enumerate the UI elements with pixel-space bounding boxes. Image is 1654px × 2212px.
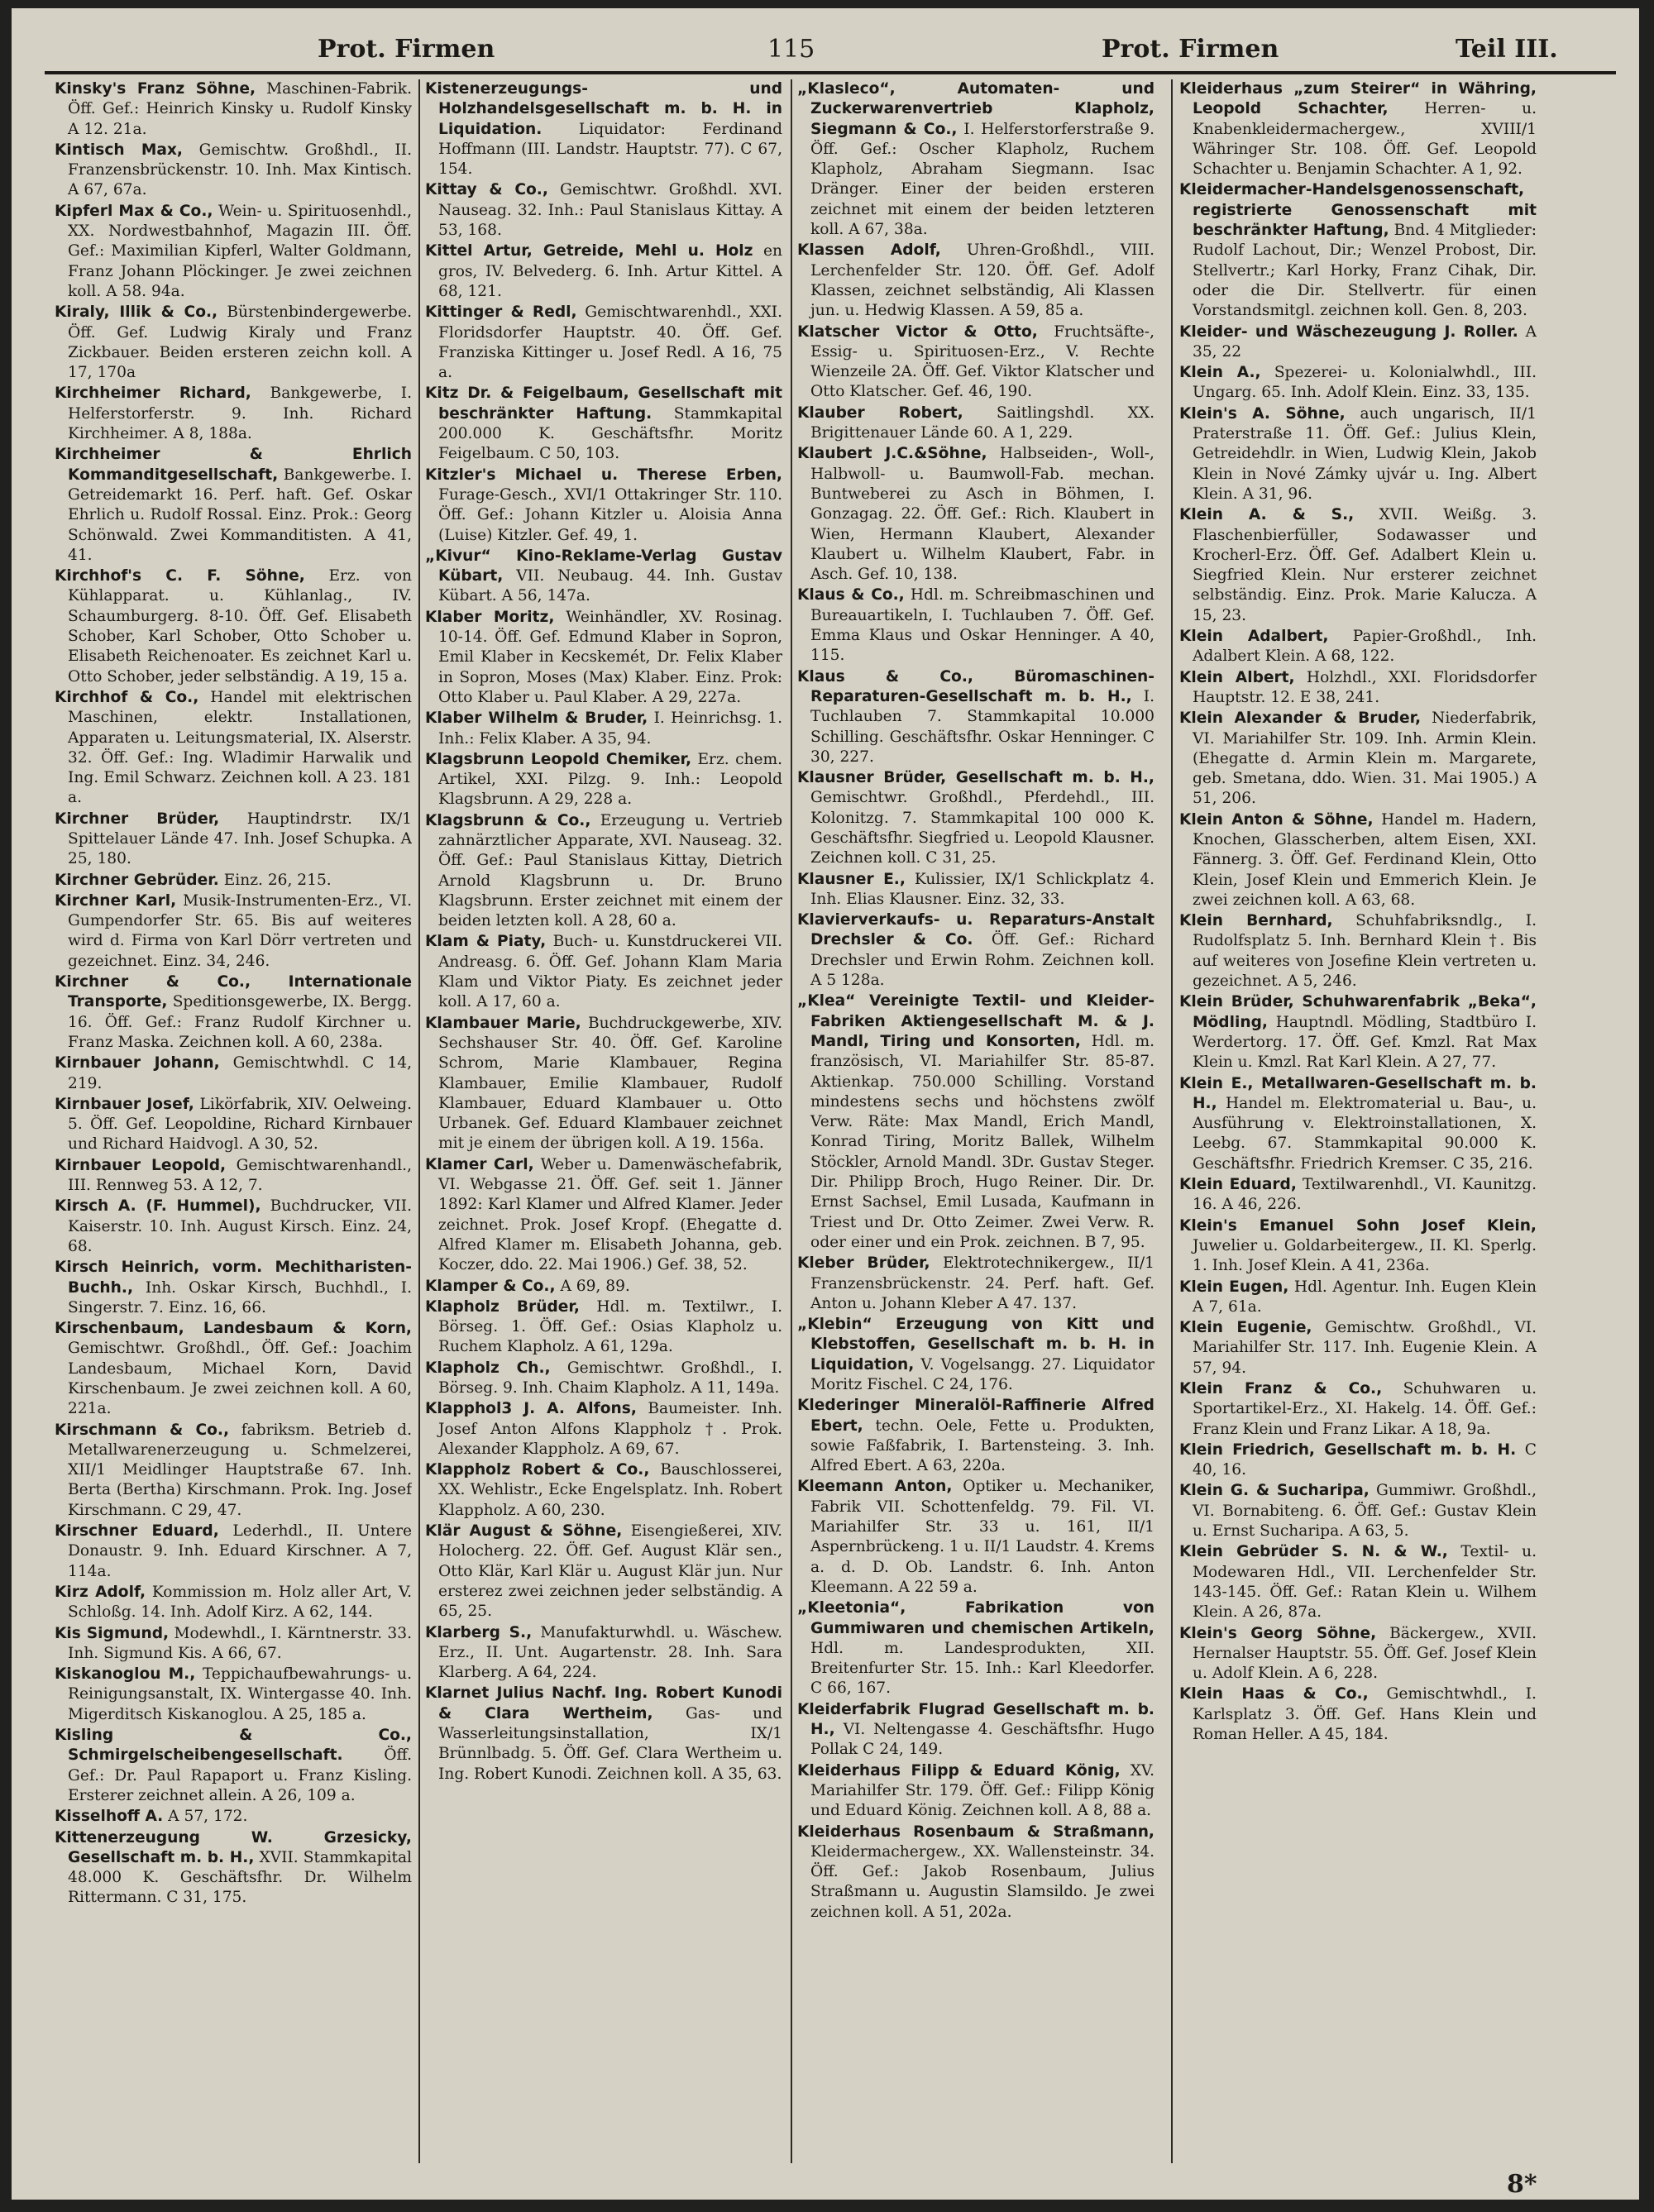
directory-entry — [55, 1258, 412, 1318]
directory-entry — [1179, 627, 1537, 667]
firm-name: Kirsch Heinrich, vorm. Mechitharisten-Buchh., — [55, 1259, 412, 1297]
firm-name: Kleidermacher-Handelsgenossenschaft, registrierte Genossenschaft mit beschränkter Haftung, — [1179, 181, 1537, 240]
entry-details: fabriksm. Betrieb d. Metallwarenerzeugung u. Schmelzerei, XII/1 Meidlinger Hauptstraße 67. Inh. Berta (Bertha) Kirschmann. Prok. Ing. Josef Kirschmann. C 29, 47. — [68, 1421, 412, 1519]
directory-entry — [1179, 1216, 1537, 1277]
firm-name: Klederinger Mineralöl-Raffinerie Alfred Ebert, — [797, 1397, 1154, 1435]
directory-entry — [425, 1359, 782, 1399]
directory-entry — [797, 1700, 1154, 1761]
firm-name: Klappholz Robert & Co., — [425, 1461, 650, 1479]
entry-details: VII. Neubaug. 44. Inh. Gustav Kübart. A 56, 147a. — [438, 567, 782, 605]
firm-name: Kleemann Anton, — [797, 1478, 953, 1496]
directory-entry — [55, 688, 412, 809]
firm-name: Klaber Moritz, — [425, 608, 555, 626]
entry-details: Buchdrucker, VII. Kaiserstr. 10. Inh. August Kirsch. Einz. 24, 68. — [68, 1197, 412, 1255]
directory-entry — [425, 709, 782, 749]
entry-details: Buchdruckgewerbe, XIV. Sechshauser Str. 40. Öff. Gef. Karoline Schrom, Marie Klambauer, Regina Klambauer, Emilie Klambauer, Rudolf Klambauer, Eduard Klambauer u. Otto Urbanek. Gef. Eduard Klambauer zeichnet mit je einem der übrigen koll. A 19. 156a. — [438, 1014, 782, 1153]
entry-details: Niederfabrik, VI. Mariahilfer Str. 109. Inh. Armin Klein. (Ehegatte d. Armin Klein m. Margarete, geb. Smetana, ddo. Wien. 31. Mai 1905.) A 51, 206. — [1193, 709, 1537, 808]
firm-name: Klam & Piaty, — [425, 933, 547, 951]
entry-details: A 57, 172. — [168, 1808, 248, 1826]
entry-details: XVII. Stammkapital 48.000 K. Geschäftsfhr. Dr. Wilhelm Rittermann. C 31, 175. — [68, 1848, 412, 1907]
directory-entry — [797, 404, 1154, 444]
entry-details: Spezerei- u. Kolonialwhdl., III. Ungarg. 65. Inh. Adolf Klein. Einz. 33, 135. — [1193, 364, 1537, 402]
entry-details: Handel mit elektrischen Maschinen, elektr. Installationen, Apparaten u. Leitungsmaterial, IX. Alserstr. 32. Öff. Gef.: Ing. Wladimir Harwalik und Ing. Emil Schwarz. Zeichnen koll. A 23. 181 a. — [68, 688, 412, 807]
directory-entry — [425, 547, 782, 607]
entry-details: Fruchtsäfte-, Essig- u. Spirituosen-Erz., V. Rechte Wienzeile 2A. Öff. Gef. Viktor Klatscher und Otto Klatscher. Gef. 46, 190. — [810, 322, 1154, 401]
firm-name: Klauber Robert, — [797, 404, 963, 422]
directory-entry — [425, 79, 782, 179]
directory-entry — [425, 241, 782, 302]
entry-details: Gemischtwhdl. C 14, 219. — [68, 1054, 412, 1092]
entry-details: Papier-Großhdl., Inh. Adalbert Klein. A 68, 122. — [1193, 628, 1537, 666]
firm-name: Klein Haas & Co., — [1179, 1685, 1369, 1703]
entry-details: Hdl. m. Landesprodukten, XII. Breitenfurter Str. 15. Inh.: Karl Kleedorfer. C 66, 167. — [810, 1639, 1154, 1698]
entry-details: Bauschlosserei, XX. Wehlistr., Ecke Engelsplatz. Inh. Robert Klappholz. A 60, 230. — [438, 1461, 782, 1519]
firm-name: Klaus & Co., — [797, 586, 905, 604]
directory-entry — [425, 1155, 782, 1276]
entry-details: Schuhfabriksndlg., I. Rudolfsplatz 5. Inh. Bernhard Klein †. Bis auf weiteres von Josefine Klein vertreten u. gezeichnet. A 5, 246. — [1193, 912, 1537, 991]
directory-entry — [425, 932, 782, 1012]
firm-name: Klein Friedrich, Gesellschaft m. b. H. — [1179, 1440, 1517, 1459]
directory-entry — [1179, 1379, 1537, 1440]
directory-entry — [1179, 1684, 1537, 1745]
entry-details: Einz. 26, 215. — [223, 871, 332, 889]
entry-details: Holzhdl., XXI. Floridsdorfer Hauptstr. 12. E 38, 241. — [1193, 668, 1537, 706]
directory-entry — [797, 1823, 1154, 1923]
firm-name: Klein Brüder, Schuhwarenfabrik „Beka“, Mödling, — [1179, 993, 1537, 1031]
firm-name: Klapholz Ch., — [425, 1359, 551, 1377]
directory-entry — [425, 1684, 782, 1784]
entry-details: XVII. Weißg. 3. Flaschenbierfüller, Sodawasser und Krocherl-Erz. Öff. Gef. Adalbert Klein u. Siegfried Klein. Nur ersterer zeichnet selbständig. Einz. Prok. Marie Kalucza. A 15, 23. — [1193, 506, 1537, 624]
directory-entry — [797, 1315, 1154, 1395]
entry-details: I. Heinrichsg. 1. Inh.: Felix Klaber. A 35, 94. — [438, 709, 782, 748]
directory-entry — [797, 322, 1154, 403]
firm-name: Klein Franz & Co., — [1179, 1380, 1383, 1397]
firm-name: Klambauer Marie, — [425, 1014, 581, 1032]
column-3 — [797, 79, 1154, 2163]
firm-name: Kleiderhaus Rosenbaum & Straßmann, — [797, 1823, 1154, 1841]
entry-details: Handel m. Elektromaterial u. Bau-, u. Ausführung v. Elektroinstallationen, X. Leebg. 67. Stammkapital 90.000 K. Geschäftsfhr. Friedrich Kremser. C 35, 216. — [1193, 1094, 1537, 1173]
entry-details: Bnd. 4 Mitglieder: Rudolf Lachout, Dir.; Wenzel Probost, Dir. Stellvertr.; Karl Horky, Franz Cihak, Dir. oder die Dir. Stellvertr. für einen Vorstandsmitgl. zeichnen koll. Gen. 8, 203. — [1193, 222, 1537, 320]
firm-name: Klär August & Söhne, — [425, 1522, 623, 1541]
entry-details: XV. Mariahilfer Str. 179. Öff. Gef.: Filipp König und Eduard König. Zeichnen koll. A 8, 88 a. — [810, 1761, 1154, 1820]
entry-details: Bäckergew., XVII. Hernalser Hauptstr. 55. Öff. Gef. Josef Klein u. Adolf Klein. A 6, 228. — [1193, 1624, 1537, 1683]
entry-details: Schuhwaren u. Sportartikel-Erz., XI. Hakelg. 14. Öff. Gef.: Franz Klein und Franz Likar. A 18, 9a. — [1193, 1380, 1537, 1438]
entry-details: Stammkapital 200.000 K. Geschäftsfhr. Moritz Feigelbaum. C 50, 103. — [438, 404, 782, 463]
directory-entry — [55, 1421, 412, 1521]
firm-name: Kittenerzeugung W. Grzesicky, Gesellschaft m. b. H., — [55, 1828, 412, 1866]
directory-entry — [1179, 709, 1537, 809]
firm-name: Kitzler's Michael u. Therese Erben, — [425, 466, 782, 484]
entry-details: Gummiwr. Großhdl., VI. Bornabiteng. 6. Öff. Gef.: Gustav Klein u. Ernst Sucharipa. A 63, 5. — [1193, 1482, 1537, 1541]
firm-name: Kisselhoff A. — [55, 1808, 164, 1826]
entry-details: techn. Oele, Fette u. Produkten, sowie Faßfabrik, I. Bartensteing. 3. Inh. Alfred Ebert. A 63, 220a. — [810, 1417, 1154, 1475]
entry-details: Wein- u. Spirituosenhdl., XX. Nordwestbahnhof, Magazin III. Öff. Gef.: Maximilian Kipferl, Walter Goldmann, Franz Johann Plöckinger. Je zwei zeichnen koll. A 58. 94a. — [68, 202, 412, 300]
entry-details: Hdl. m. Schreibmaschinen und Bureauartikeln, I. Tuchlauben 7. Öff. Gef. Emma Klaus und Oskar Henninger. A 40, 115. — [810, 586, 1154, 665]
firm-name: Klein Anton & Söhne, — [1179, 810, 1374, 829]
entry-details: Uhren-Großhdl., VIII. Lerchenfelder Str. 120. Öff. Gef. Adolf Klassen, zeichnet selbständig, Ali Klassen jun. u. Hedwig Klassen. A 59, 85 a. — [810, 241, 1154, 320]
firm-name: Klein Eugen, — [1179, 1278, 1289, 1296]
entry-details: Öff. Gef.: Richard Drechsler und Erwin Rohm. Zeichnen koll. A 5 128a. — [810, 931, 1154, 990]
entry-details: A 69, 89. — [560, 1277, 630, 1295]
directory-entry — [425, 811, 782, 932]
firm-name: Klein E., Metallwaren-Gesellschaft m. b. H., — [1179, 1074, 1537, 1112]
firm-name: Kirschner Eduard, — [55, 1522, 219, 1541]
firm-name: Klamer Carl, — [425, 1155, 534, 1173]
entry-details: Erz. chem. Artikel, XXI. Pilzg. 9. Inh.: Leopold Klagsbrunn. A 29, 228 a. — [438, 750, 782, 809]
directory-page — [12, 8, 1639, 2200]
directory-entry — [797, 444, 1154, 585]
directory-entry — [797, 79, 1154, 240]
directory-entry — [55, 1522, 412, 1582]
directory-entry — [797, 1254, 1154, 1314]
entry-details: Weber u. Damenwäschefabrik, VI. Webgasse 21. Öff. Gef. seit 1. Jänner 1892: Karl Klamer und Alfred Klamer. Jeder zeichnet. Prok. Josef Kropf. (Ehegatte d. Alfred Klamer m. Elisabeth Johanna, geb. Koczer, ddo. 22. Mai 1906.) Gef. 38, 52. — [438, 1155, 782, 1274]
firm-name: Kirchheimer Richard, — [55, 385, 251, 403]
firm-name: Kirchner Brüder, — [55, 810, 220, 828]
firm-name: Klaber Wilhelm & Bruder, — [425, 709, 648, 728]
entry-details: I. Tuchlauben 7. Stammkapital 10.000 Schilling. Geschäftsfhr. Oskar Henninger. C 30, 227. — [810, 687, 1154, 766]
firm-name: Kirnbauer Leopold, — [55, 1156, 227, 1174]
firm-name: Kisling & Co., Schmirgelscheibengesellschaft. — [55, 1727, 412, 1765]
entry-details: Gemischtwarenhdl., XXI. Floridsdorfer Hauptstr. 40. Öff. Gef. Franziska Kittinger u. Josef Redl. A 16, 75 a. — [438, 303, 782, 382]
directory-entry — [1179, 1318, 1537, 1378]
firm-name: Klapholz Brüder, — [425, 1297, 580, 1316]
running-head-left: Prot. Firmen — [318, 35, 495, 64]
firm-name: Kirschenbaum, Landesbaum & Korn, — [55, 1320, 412, 1338]
entry-details: Gemischtwhdl., I. Karlsplatz 3. Öff. Gef. Hans Klein und Roman Heller. A 45, 184. — [1193, 1685, 1537, 1744]
entry-details: Handel m. Hadern, Knochen, Glasscherben, altem Eisen, XXI. Fännerg. 3. Öff. Gef. Ferdinand Klein, Otto Klein, Josef Klein und Emmerich Klein. Je zwei zeichnen koll. A 63, 68. — [1193, 810, 1537, 909]
entry-details: Gemischtw. Großhdl., VI. Mariahilfer Str. 117. Inh. Eugenie Klein. A 57, 94. — [1193, 1319, 1537, 1377]
firm-name: Kirsch A. (F. Hummel), — [55, 1197, 261, 1216]
directory-entry — [1179, 911, 1537, 991]
entry-details: Optiker u. Mechaniker, Fabrik VII. Schottenfeldg. 79. Fil. VI. Mariahilfer Str. 33 u. 161, II/1 Aspernbrückeng. 1 u. II/1 Laudstr. 4. Krems a. d. D. Ob. Landstr. 6. Inh. Anton Kleemann. A 22 59 a. — [810, 1478, 1154, 1596]
entry-details: en gros, IV. Belvederg. 6. Inh. Artur Kittel. A 68, 121. — [438, 242, 782, 300]
directory-entry — [425, 1623, 782, 1684]
running-head-right: Prot. Firmen — [1102, 35, 1279, 64]
entry-details: Hauptndl. Mödling, Stadtbüro I. Werdertorg. 17. Öff. Gef. Kmzl. Rat Max Klein u. Kmzl. Rat Karl Klein. A 27, 77. — [1193, 1013, 1537, 1072]
directory-entry — [1179, 810, 1537, 910]
directory-entry — [55, 384, 412, 444]
firm-name: Klein Adalbert, — [1179, 628, 1329, 646]
firm-name: Kitz Dr. & Feigelbaum, Gesellschaft mit beschränkter Haftung. — [425, 385, 782, 423]
entry-details: Baumeister. Inh. Josef Anton Alfons Klappholz †. Prok. Alexander Klappholz. A 69, 67. — [438, 1400, 782, 1458]
entry-details: Bürstenbindergewerbe. Öff. Gef. Ludwig Kiraly und Franz Zickbauer. Beiden ersteren zeichn koll. A 17, 170a — [68, 303, 412, 382]
firm-name: Kleider- und Wäschezeugung J. Roller. — [1179, 322, 1518, 341]
directory-entry — [1179, 79, 1537, 179]
directory-entry — [425, 466, 782, 546]
firm-name: Klausner E., — [797, 870, 906, 888]
directory-entry — [1179, 180, 1537, 321]
directory-entry — [55, 1095, 412, 1155]
firm-name: „Klea“ Vereinigte Textil- und Kleider-Fabriken Aktiengesellschaft M. & J. Mandl, Tiring und Konsorten, — [797, 992, 1154, 1050]
directory-entry — [1179, 1624, 1537, 1684]
entry-details: Gemischtwr. Großhdl., Pferdehdl., III. Kolonitzg. 7. Stammkapital 100 000 K. Geschäftsfhr. Siegfried u. Leopold Klausner. Zeichnen koll. C 31, 25. — [810, 789, 1154, 867]
directory-entry — [55, 1319, 412, 1419]
entry-details: Saitlingshdl. XX. Brigittenauer Lände 60. A 1, 229. — [810, 404, 1154, 442]
part-label: Teil III. — [1456, 35, 1558, 64]
firm-name: Klein's Georg Söhne, — [1179, 1624, 1377, 1642]
firm-name: Klein Eduard, — [1179, 1176, 1297, 1194]
entry-details: A 35, 22 — [1193, 322, 1537, 361]
firm-name: Klaus & Co., Büromaschinen-Reparaturen-Gesellschaft m. b. H., — [797, 667, 1154, 705]
entry-details: Eisengießerei, XIV. Holocherg. 22. Öff. Gef. August Klär sen., Otto Klär, Karl Klär u. August Klär jun. Nur ersterez zwei zeichnen jeder selbständig. A 65, 25. — [438, 1522, 782, 1621]
directory-entry — [55, 972, 412, 1053]
page-header — [36, 18, 1614, 64]
directory-entry — [425, 1297, 782, 1358]
entry-details: Buch- u. Kunstdruckerei VII. Andreasg. 6. Öff. Gef. Johann Klam Maria Klam und Viktor Piaty. Es zeichnet jeder koll. A 17, 60 a. — [438, 933, 782, 1011]
firm-name: Klein Bernhard, — [1179, 912, 1333, 930]
directory-entry — [1179, 1481, 1537, 1541]
entry-details: Erzeugung u. Vertrieb zahnärztlicher Apparate, XVI. Nauseag. 32. Öff. Gef.: Paul Stanislaus Kittay, Dietrich Arnold Klagsbrunn u. Dr. Bruno Klagsbrunn. Erster zeichnet mit einem der beiden letzten koll. A 28, 60 a. — [438, 811, 782, 930]
directory-entry — [55, 1807, 412, 1827]
directory-entry — [55, 1665, 412, 1725]
directory-entry — [1179, 1074, 1537, 1174]
entry-details: Bankgewerbe. I. Getreidemarkt 16. Perf. haft. Gef. Oskar Ehrlich u. Rudolf Rossal. Einz. Prok.: Georg Schönwald. Zwei Kommanditisten. A 41, 41. — [68, 466, 412, 564]
directory-entry — [797, 870, 1154, 910]
entry-details: Lederhdl., II. Untere Donaustr. 9. Inh. Eduard Kirschner. A 7, 114a. — [68, 1522, 412, 1580]
firm-name: Klein Eugenie, — [1179, 1319, 1312, 1337]
entry-details: Likörfabrik, XIV. Oelweing. 5. Öff. Gef. Leopoldine, Richard Kirnbauer und Richard Haidvogl. A 30, 52. — [68, 1095, 412, 1154]
directory-entry — [797, 241, 1154, 321]
column-4 — [1179, 79, 1537, 2163]
directory-entry — [425, 750, 782, 810]
column-divider — [418, 79, 420, 2163]
column-divider — [791, 79, 792, 2163]
directory-entry — [1179, 322, 1537, 363]
entry-details: Musik-Instrumenten-Erz., VI. Gumpendorfer Str. 65. Bis auf weiteres wird d. Firma von Karl Dörr vertreten und gezeichnet. Einz. 34, 246. — [68, 891, 412, 970]
column-1 — [55, 79, 412, 2163]
firm-name: Kiskanoglou M., — [55, 1665, 196, 1684]
firm-name: Kistenerzeugungs- und Holzhandelsgesellschaft m. b. H. in Liquidation. — [425, 80, 782, 138]
directory-entry — [1179, 363, 1537, 404]
directory-entry — [1179, 505, 1537, 626]
directory-entry — [425, 1014, 782, 1154]
page-number: 115 — [767, 35, 815, 64]
directory-entry — [797, 585, 1154, 666]
entry-details: Gas- und Wasserleitungsinstallation, IX/1 Brünnlbadg. 5. Öff. Gef. Clara Wertheim u. Ing. Robert Kunodi. Zeichnen koll. A 35, 63. — [438, 1704, 782, 1783]
column-divider — [1171, 79, 1173, 2163]
directory-entry — [55, 1726, 412, 1806]
directory-entry — [797, 1477, 1154, 1598]
firm-name: „Kivur“ Kino-Reklame-Verlag Gustav Kübart, — [425, 547, 782, 585]
entry-details: Gemischtwr. Großhdl., Öff. Gef.: Joachim Landesbaum, Michael Korn, David Kirschenbaum. Je zwei zeichnen koll. A 60, 221a. — [68, 1340, 412, 1418]
firm-name: Klein's Emanuel Sohn Josef Klein, — [1179, 1216, 1537, 1235]
entry-details: Hauptindrstr. IX/1 Spittelauer Lände 47. Inh. Josef Schupka. A 25, 180. — [68, 810, 412, 868]
header-rule — [45, 71, 1616, 74]
directory-entry — [797, 991, 1154, 1253]
directory-entry — [425, 1522, 782, 1622]
entry-details: VI. Neltengasse 4. Geschäftsfhr. Hugo Pollak C 24, 149. — [810, 1721, 1154, 1759]
firm-name: Klarberg S., — [425, 1623, 533, 1641]
firm-name: Kleiderfabrik Flugrad Gesellschaft m. b. H., — [797, 1700, 1154, 1739]
directory-entry — [797, 1598, 1154, 1698]
firm-name: Kipferl Max & Co., — [55, 202, 213, 220]
directory-entry — [1179, 1440, 1537, 1481]
firm-name: Kintisch Max, — [55, 141, 183, 159]
entry-details: Kleidermachergew., XX. Wallensteinstr. 34. Öff. Gef.: Jakob Rosenbaum, Julius Straßmann u. Augustin Slamsildo. Je zwei zeichnen koll. A 51, 202a. — [810, 1842, 1154, 1921]
directory-entry — [425, 180, 782, 241]
firm-name: Kirchhof's C. F. Söhne, — [55, 567, 305, 585]
directory-entry — [425, 303, 782, 383]
entry-details: Gemischtwr. Großhdl. XVI. Nauseag. 32. Inh.: Paul Stanislaus Kittay. A 53, 168. — [438, 181, 782, 240]
directory-entry — [1179, 404, 1537, 504]
entry-details: Elektrotechnikergew., II/1 Franzensbrückenstr. 24. Perf. haft. Gef. Anton u. Johann Kleber A 47. 137. — [810, 1254, 1154, 1312]
entry-details: Gemischtwr. Großhdl., I. Börseg. 9. Inh. Chaim Klapholz. A 11, 149a. — [438, 1359, 782, 1397]
entry-details: Hdl. m. Textilwr., I. Börseg. 1. Öff. Gef.: Osias Klapholz u. Ruchem Klapholz. A 61, 129a. — [438, 1297, 782, 1356]
firm-name: „Kleetonia“, Fabrikation von Gummiwaren und chemischen Artikeln, — [797, 1599, 1154, 1637]
entry-details: Textil- u. Modewaren Hdl., VII. Lerchenfelder Str. 143-145. Öff. Gef.: Ratan Klein u. Wilhem Klein. A 26, 87a. — [1193, 1543, 1537, 1622]
entry-details: Liquidator: Ferdinand Hoffmann (III. Landstr. Hauptstr. 77). C 67, 154. — [438, 120, 782, 179]
entry-details: Speditionsgewerbe, IX. Bergg. 16. Öff. Gef.: Franz Rudolf Kirchner u. Franz Maska. Zeichnen koll. A 60, 238a. — [68, 993, 412, 1051]
directory-entry — [797, 1761, 1154, 1822]
directory-entry — [55, 79, 412, 140]
firm-name: Klatscher Victor & Otto, — [797, 322, 1038, 341]
directory-entry — [1179, 668, 1537, 709]
firm-name: Klein's A. Söhne, — [1179, 404, 1346, 423]
firm-name: Klein Albert, — [1179, 668, 1295, 686]
directory-entry — [1179, 1542, 1537, 1622]
entry-details: Inh. Oskar Kirsch, Buchhdl., I. Singerstr. 7. Einz. 16, 66. — [68, 1278, 412, 1316]
signature-mark: 8* — [1507, 2170, 1537, 2199]
firm-name: Klaubert J.C.&Söhne, — [797, 445, 987, 463]
directory-entry — [55, 891, 412, 972]
entry-details: V. Vogelsangg. 27. Liquidator Moritz Fischel. C 24, 176. — [810, 1355, 1154, 1393]
firm-name: Kirz Adolf, — [55, 1583, 146, 1601]
firm-name: Kirchner Gebrüder. — [55, 871, 219, 889]
entry-details: Juwelier u. Goldarbeitergew., II. Kl. Sperlg. 1. Inh. Josef Klein. A 41, 236a. — [1193, 1236, 1537, 1275]
firm-name: Kirchheimer & Ehrlich Kommanditgesellschaft, — [55, 446, 412, 484]
directory-entry — [1179, 1278, 1537, 1318]
firm-name: Kittinger & Redl, — [425, 303, 577, 322]
firm-name: Klapphol3 J. A. Alfons, — [425, 1400, 637, 1418]
directory-entry — [425, 1277, 782, 1297]
entry-details: Furage-Gesch., XVI/1 Ottakringer Str. 110. Öff. Gef.: Johann Kitzler u. Aloisia Anna (Luise) Kitzler. Gef. 49, 1. — [438, 485, 782, 544]
directory-entry — [55, 445, 412, 566]
firm-name: Klagsbrunn Leopold Chemiker, — [425, 750, 692, 768]
entry-details: I. Helferstorferstraße 9. Öff. Gef.: Oscher Klapholz, Ruchem Klapholz, Abraham Siegmann. Isac Dränger. Einer der beiden ersteren zeichnet mit einem der beiden letzteren koll. A 67, 38a. — [810, 120, 1154, 239]
directory-entry — [55, 1197, 412, 1257]
firm-name: Kirchner & Co., Internationale Transporte, — [55, 973, 412, 1011]
firm-name: Kleiderhaus Filipp & Eduard König, — [797, 1761, 1121, 1780]
entry-details: Öff. Gef.: Dr. Paul Rapaport u. Franz Kisling. Ersterer zeichnet allein. A 26, 109 a. — [68, 1746, 412, 1804]
entry-details: Manufakturwhdl. u. Wäschew. Erz., II. Unt. Augartenstr. 28. Inh. Sara Klarberg. A 64, 224. — [438, 1623, 782, 1682]
directory-entry — [797, 1396, 1154, 1476]
directory-entry — [55, 1624, 412, 1665]
directory-entry — [55, 871, 412, 891]
directory-entry — [425, 384, 782, 464]
entry-details: Maschinen-Fabrik. Öff. Gef.: Heinrich Kinsky u. Rudolf Kinsky A 12. 21a. — [68, 80, 412, 138]
firm-name: Klein A. & S., — [1179, 506, 1355, 524]
firm-name: Kis Sigmund, — [55, 1624, 170, 1642]
firm-name: Klein G. & Sucharipa, — [1179, 1482, 1370, 1500]
directory-entry — [797, 910, 1154, 991]
entry-details: Bankgewerbe, I. Helferstorferstr. 9. Inh. Richard Kirchheimer. A 8, 188a. — [68, 385, 412, 443]
entry-details: Herren- u. Knabenkleidermachergew., XVIII/1 Währinger Str. 108. Öff. Gef. Leopold Schachter u. Benjamin Schachter. A 1, 92. — [1193, 100, 1537, 179]
firm-name: Klausner Brüder, Gesellschaft m. b. H., — [797, 769, 1154, 787]
entry-details: Erz. von Kühlapparat. u. Kühlanlag., IV. Schaumburgerg. 8-10. Öff. Gef. Elisabeth Schober, Karl Schober, Otto Schober u. Elisabeth Reichenoater. Es zeichnet Karl u. Otto Schober, jeder selbständig. A 19, 15 a. — [68, 567, 412, 686]
firm-name: Klein A., — [1179, 364, 1261, 382]
firm-name: Kittel Artur, Getreide, Mehl u. Holz — [425, 242, 753, 260]
firm-name: Klavierverkaufs- u. Reparaturs-Anstalt Drechsler & Co. — [797, 911, 1154, 949]
firm-name: Kirnbauer Johann, — [55, 1054, 220, 1073]
entry-details: Halbseiden-, Woll-, Halbwoll- u. Baumwoll-Fab. mechan. Buntweberei zu Asch in Böhmen, I. Gonzagag. 22. Öff. Gef.: Rich. Klaubert in Wien, Hermann Klaubert, Alexander Klaubert u. Wilhelm Klaubert, Fabr. in Asch. Gef. 10, 138. — [810, 445, 1154, 584]
firm-name: Klassen Adolf, — [797, 241, 941, 260]
column-2 — [425, 79, 782, 2163]
entry-details: Kommission m. Holz aller Art, V. Schloßg. 14. Inh. Adolf Kirz. A 62, 144. — [68, 1583, 412, 1622]
directory-entry — [55, 1828, 412, 1909]
firm-name: Kleber Brüder, — [797, 1254, 930, 1273]
directory-entry — [55, 566, 412, 687]
entry-details: C 40, 16. — [1193, 1440, 1537, 1479]
directory-entry — [1179, 992, 1537, 1073]
directory-entry — [1179, 1175, 1537, 1216]
directory-entry — [55, 202, 412, 302]
directory-entry — [797, 768, 1154, 868]
entry-details: Weinhändler, XV. Rosinag. 10-14. Öff. Gef. Edmund Klaber in Sopron, Emil Klaber in Kecskemét, Dr. Felix Klaber in Sopron, Moses (Max) Klaber. Einz. Prok: Otto Klaber u. Paul Klaber. A 29, 227a. — [438, 608, 782, 706]
entry-details: Modewhdl., I. Kärntnerstr. 33. Inh. Sigmund Kis. A 66, 67. — [68, 1624, 412, 1662]
directory-entry — [55, 810, 412, 870]
firm-name: Kirschmann & Co., — [55, 1421, 230, 1439]
entry-details: Gemischtwarenhandl., III. Rennweg 53. A 12, 7. — [68, 1156, 412, 1195]
firm-name: Kinsky's Franz Söhne, — [55, 80, 256, 98]
firm-name: Kleiderhaus „zum Steirer“ in Währing, Leopold Schachter, — [1179, 80, 1537, 118]
entry-details: Hdl. m. französisch, VI. Mariahilfer Str. 85-87. Aktienkap. 750.000 Schilling. Vorstand mindestens sechs und höchstens zwölf Verw. Räte: Max Mandl, Erich Mandl, Konrad Tiring, Moritz Ballek, Wilhelm Stöckler, Arnold Mandl. 3Dr. Gustav Steger. Dir. Philipp Broch, Hugo Reiner. Dir. Dr. Ernst Sachsel, Emil Lusada, Kaufmann in Triest und Dr. Otto Zeimer. Zwei Verw. R. oder einer und ein Prok. zeichnen. B 7, 95. — [810, 1032, 1154, 1251]
directory-entry — [55, 141, 412, 201]
firm-name: „Klasleco“, Automaten- und Zuckerwarenvertrieb Klapholz, Siegmann & Co., — [797, 80, 1154, 138]
directory-entry — [425, 1399, 782, 1460]
entry-details: Hdl. Agentur. Inh. Eugen Klein A 7, 61a. — [1193, 1278, 1537, 1316]
entry-details: Textilwarenhdl., VI. Kaunitzg. 16. A 46, 226. — [1193, 1176, 1537, 1214]
firm-name: Klein Gebrüder S. N. & W., — [1179, 1543, 1448, 1561]
directory-entry — [55, 1583, 412, 1623]
directory-entry — [55, 303, 412, 383]
entry-details: Teppichaufbewahrungs- u. Reinigungsanstalt, IX. Wintergasse 40. Inh. Migerditsch Kiskanoglou. A 25, 185 a. — [68, 1665, 412, 1723]
entry-details: auch ungarisch, II/1 Praterstraße 11. Öff. Gef.: Julius Klein, Getreidehdlr. in Wien, Ludwig Klein, Jakob Klein in Nové Zámky ujvár u. Ing. Albert Klein. A 31, 96. — [1193, 404, 1537, 503]
entry-details: Gemischtw. Großhdl., II. Franzensbrückenstr. 10. Inh. Max Kintisch. A 67, 67a. — [68, 141, 412, 199]
firm-name: Klamper & Co., — [425, 1277, 556, 1295]
directory-entry — [55, 1156, 412, 1197]
firm-name: Kirchner Karl, — [55, 891, 177, 910]
directory-entry — [425, 1460, 782, 1521]
firm-name: Kirchhof & Co., — [55, 688, 199, 706]
directory-entry — [797, 667, 1154, 767]
directory-entry — [425, 608, 782, 708]
firm-name: Kiraly, Illik & Co., — [55, 303, 218, 322]
firm-name: Klarnet Julius Nachf. Ing. Robert Kunodi & Clara Wertheim, — [425, 1684, 782, 1722]
firm-name: Kirnbauer Josef, — [55, 1095, 194, 1113]
firm-name: Klagsbrunn & Co., — [425, 811, 591, 829]
entry-details: Kulissier, IX/1 Schlickplatz 4. Inh. Elias Klausner. Einz. 32, 33. — [810, 870, 1154, 908]
firm-name: Kittay & Co., — [425, 181, 548, 199]
directory-entry — [55, 1053, 412, 1094]
firm-name: Klein Alexander & Bruder, — [1179, 709, 1422, 728]
firm-name: „Klebin“ Erzeugung von Kitt und Klebstoffen, Gesellschaft m. b. H. in Liquidation, — [797, 1316, 1154, 1374]
